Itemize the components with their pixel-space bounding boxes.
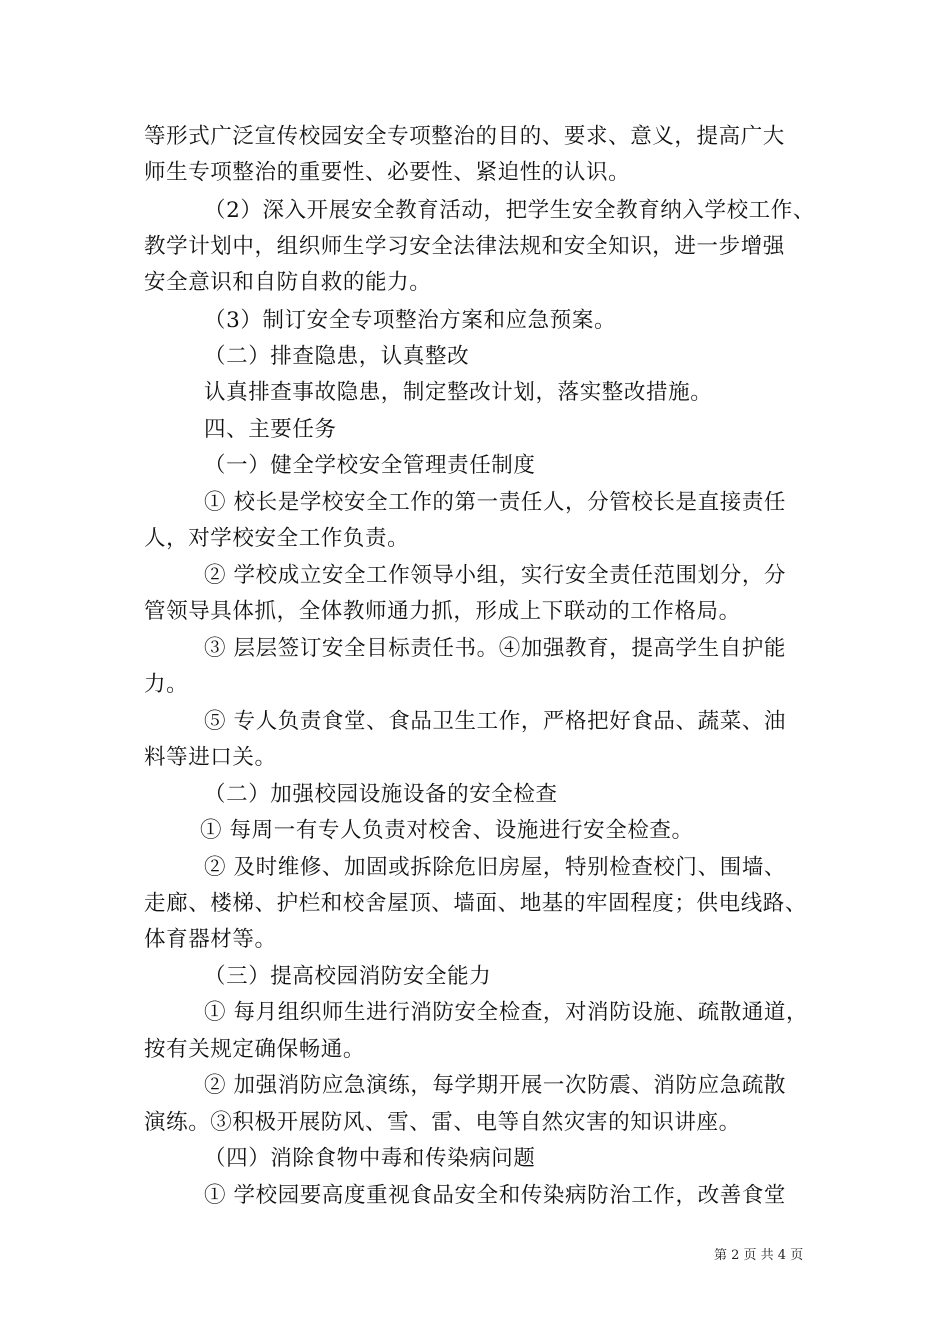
- text-line: ② 加强消防应急演练，每学期开展一次防震、消防应急疏散: [204, 1073, 787, 1098]
- text-line: ⑤ 专人负责食堂、食品卫生工作，严格把好食品、蔬菜、油: [204, 709, 787, 734]
- text-line: 体育器材等。: [144, 927, 277, 952]
- text-line: 师生专项整治的重要性、必要性、紧迫性的认识。: [144, 160, 631, 185]
- text-line: 演练。③积极开展防风、雪、雷、电等自然灾害的知识讲座。: [144, 1110, 741, 1135]
- text-line: 等形式广泛宣传校园安全专项整治的目的、要求、意义，提高广大: [144, 124, 785, 149]
- page-number: 第 2 页 共 4 页: [714, 1248, 804, 1263]
- section-heading: 四、主要任务: [204, 417, 337, 442]
- text-line: 认真排查事故隐患，制定整改计划，落实整改措施。: [204, 380, 713, 405]
- text-line: ① 校长是学校安全工作的第一责任人，分管校长是直接责任: [204, 490, 787, 515]
- text-line: ① 每周一有专人负责对校舍、设施进行安全检查。: [200, 818, 694, 843]
- text-line: ② 学校成立安全工作领导小组，实行安全责任范围划分，分: [204, 563, 787, 588]
- section-heading: （三）提高校园消防安全能力: [204, 964, 492, 989]
- text-line: 安全意识和自防自救的能力。: [144, 270, 432, 295]
- text-line: 管领导具体抓，全体教师通力抓，形成上下联动的工作格局。: [144, 599, 741, 624]
- text-line: 走廊、楼梯、护栏和校舍屋顶、墙面、地基的牢固程度；供电线路、: [144, 891, 808, 916]
- text-line: 力。: [144, 672, 189, 697]
- section-heading: （一）健全学校安全管理责任制度: [204, 453, 536, 478]
- section-heading: （四）消除食物中毒和传染病问题: [204, 1146, 536, 1171]
- text-line: （3）制订安全专项整治方案和应急预案。: [204, 308, 617, 333]
- text-line: ① 每月组织师生进行消防安全检查，对消防设施、疏散通道，: [204, 1000, 809, 1025]
- text-line: ③ 层层签订安全目标责任书。④加强教育，提高学生自护能: [204, 636, 787, 661]
- text-line: 料等进口关。: [144, 745, 277, 770]
- text-line: 教学计划中，组织师生学习安全法律法规和安全知识，进一步增强: [144, 234, 785, 259]
- text-line: 按有关规定确保畅通。: [144, 1037, 366, 1062]
- section-heading: （二）排查隐患，认真整改: [204, 344, 470, 369]
- text-line: （2）深入开展安全教育活动，把学生安全教育纳入学校工作、: [204, 198, 815, 223]
- text-line: 人，对学校安全工作负责。: [144, 526, 410, 551]
- text-line: ② 及时维修、加固或拆除危旧房屋，特别检查校门、围墙、: [204, 855, 787, 880]
- text-line: ① 学校园要高度重视食品安全和传染病防治工作，改善食堂: [204, 1183, 787, 1208]
- section-heading: （二）加强校园设施设备的安全检查: [204, 782, 558, 807]
